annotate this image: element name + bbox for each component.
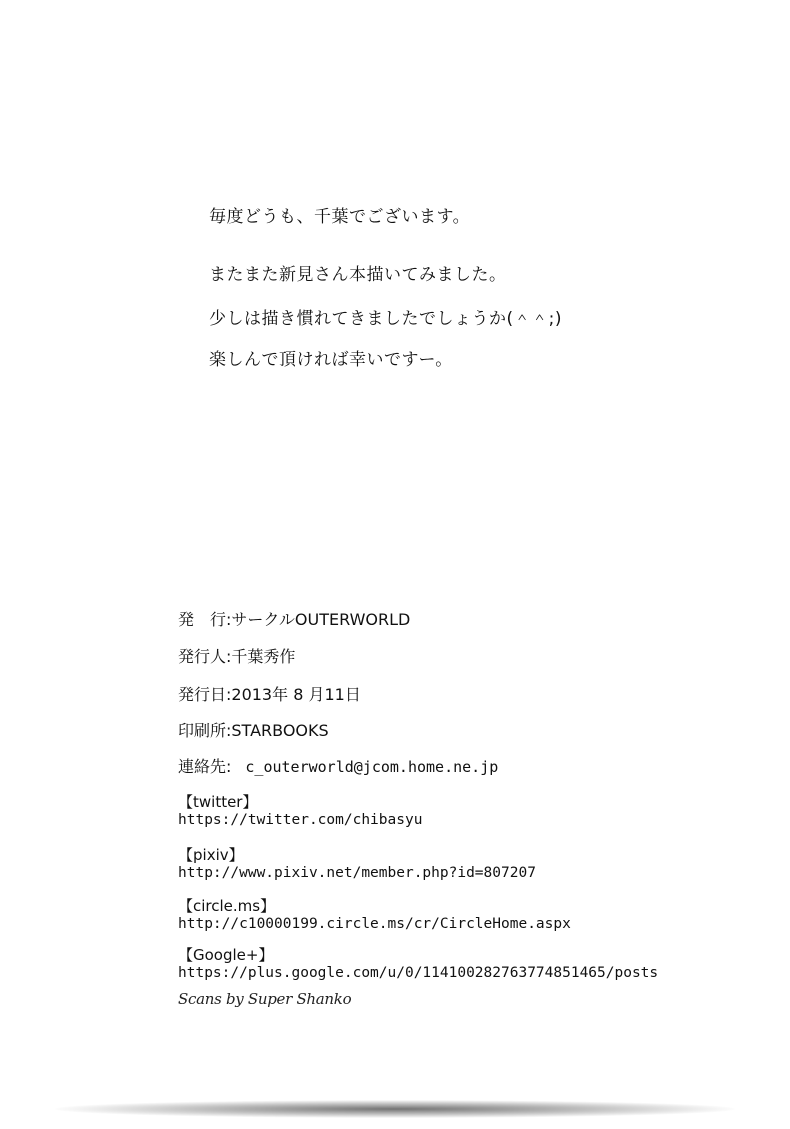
twitter-link-block — [178, 793, 758, 829]
printer-line: 印刷所:STARBOOKS — [178, 721, 329, 740]
circle-ms-link-block — [178, 897, 758, 933]
pixiv-link-block — [178, 846, 758, 882]
greeting-line-3: 少しは描き慣れてきましたでしょうか(＾＾;) — [209, 309, 562, 329]
google-plus-url: https://plus.google.com/u/0/114100282763774851465/posts — [178, 965, 659, 981]
scans-credit: Scans by Super Shanko — [178, 990, 352, 1008]
circle-ms-url: http://c10000199.circle.ms/cr/CircleHome.aspx — [178, 916, 571, 932]
author-line: 発行人:千葉秀作 — [178, 647, 296, 666]
pixiv-label: 【pixiv】 — [178, 846, 244, 864]
google-plus-link-block — [178, 946, 758, 982]
greeting-line-4: 楽しんで頂ければ幸いですー。 — [209, 350, 453, 370]
page-drop-shadow — [55, 1100, 735, 1118]
greeting-line-2: またまた新見さん本描いてみました。 — [209, 265, 507, 285]
pixiv-url: http://www.pixiv.net/member.php?id=807207 — [178, 865, 536, 881]
contact-label: 連絡先: — [178, 757, 232, 776]
twitter-url: https://twitter.com/chibasyu — [178, 812, 423, 828]
twitter-label: 【twitter】 — [178, 793, 258, 811]
publisher-line: 発 行:サークルOUTERWORLD — [178, 610, 411, 629]
google-plus-label: 【Google+】 — [178, 946, 274, 964]
contact-line — [178, 758, 738, 776]
greeting-line-1: 毎度どうも、千葉でございます。 — [209, 207, 471, 227]
publish-date-line: 発行日:2013年 8 月11日 — [178, 685, 361, 704]
circle-ms-label: 【circle.ms】 — [178, 897, 276, 915]
contact-email: c_outerworld@jcom.home.ne.jp — [245, 758, 499, 776]
